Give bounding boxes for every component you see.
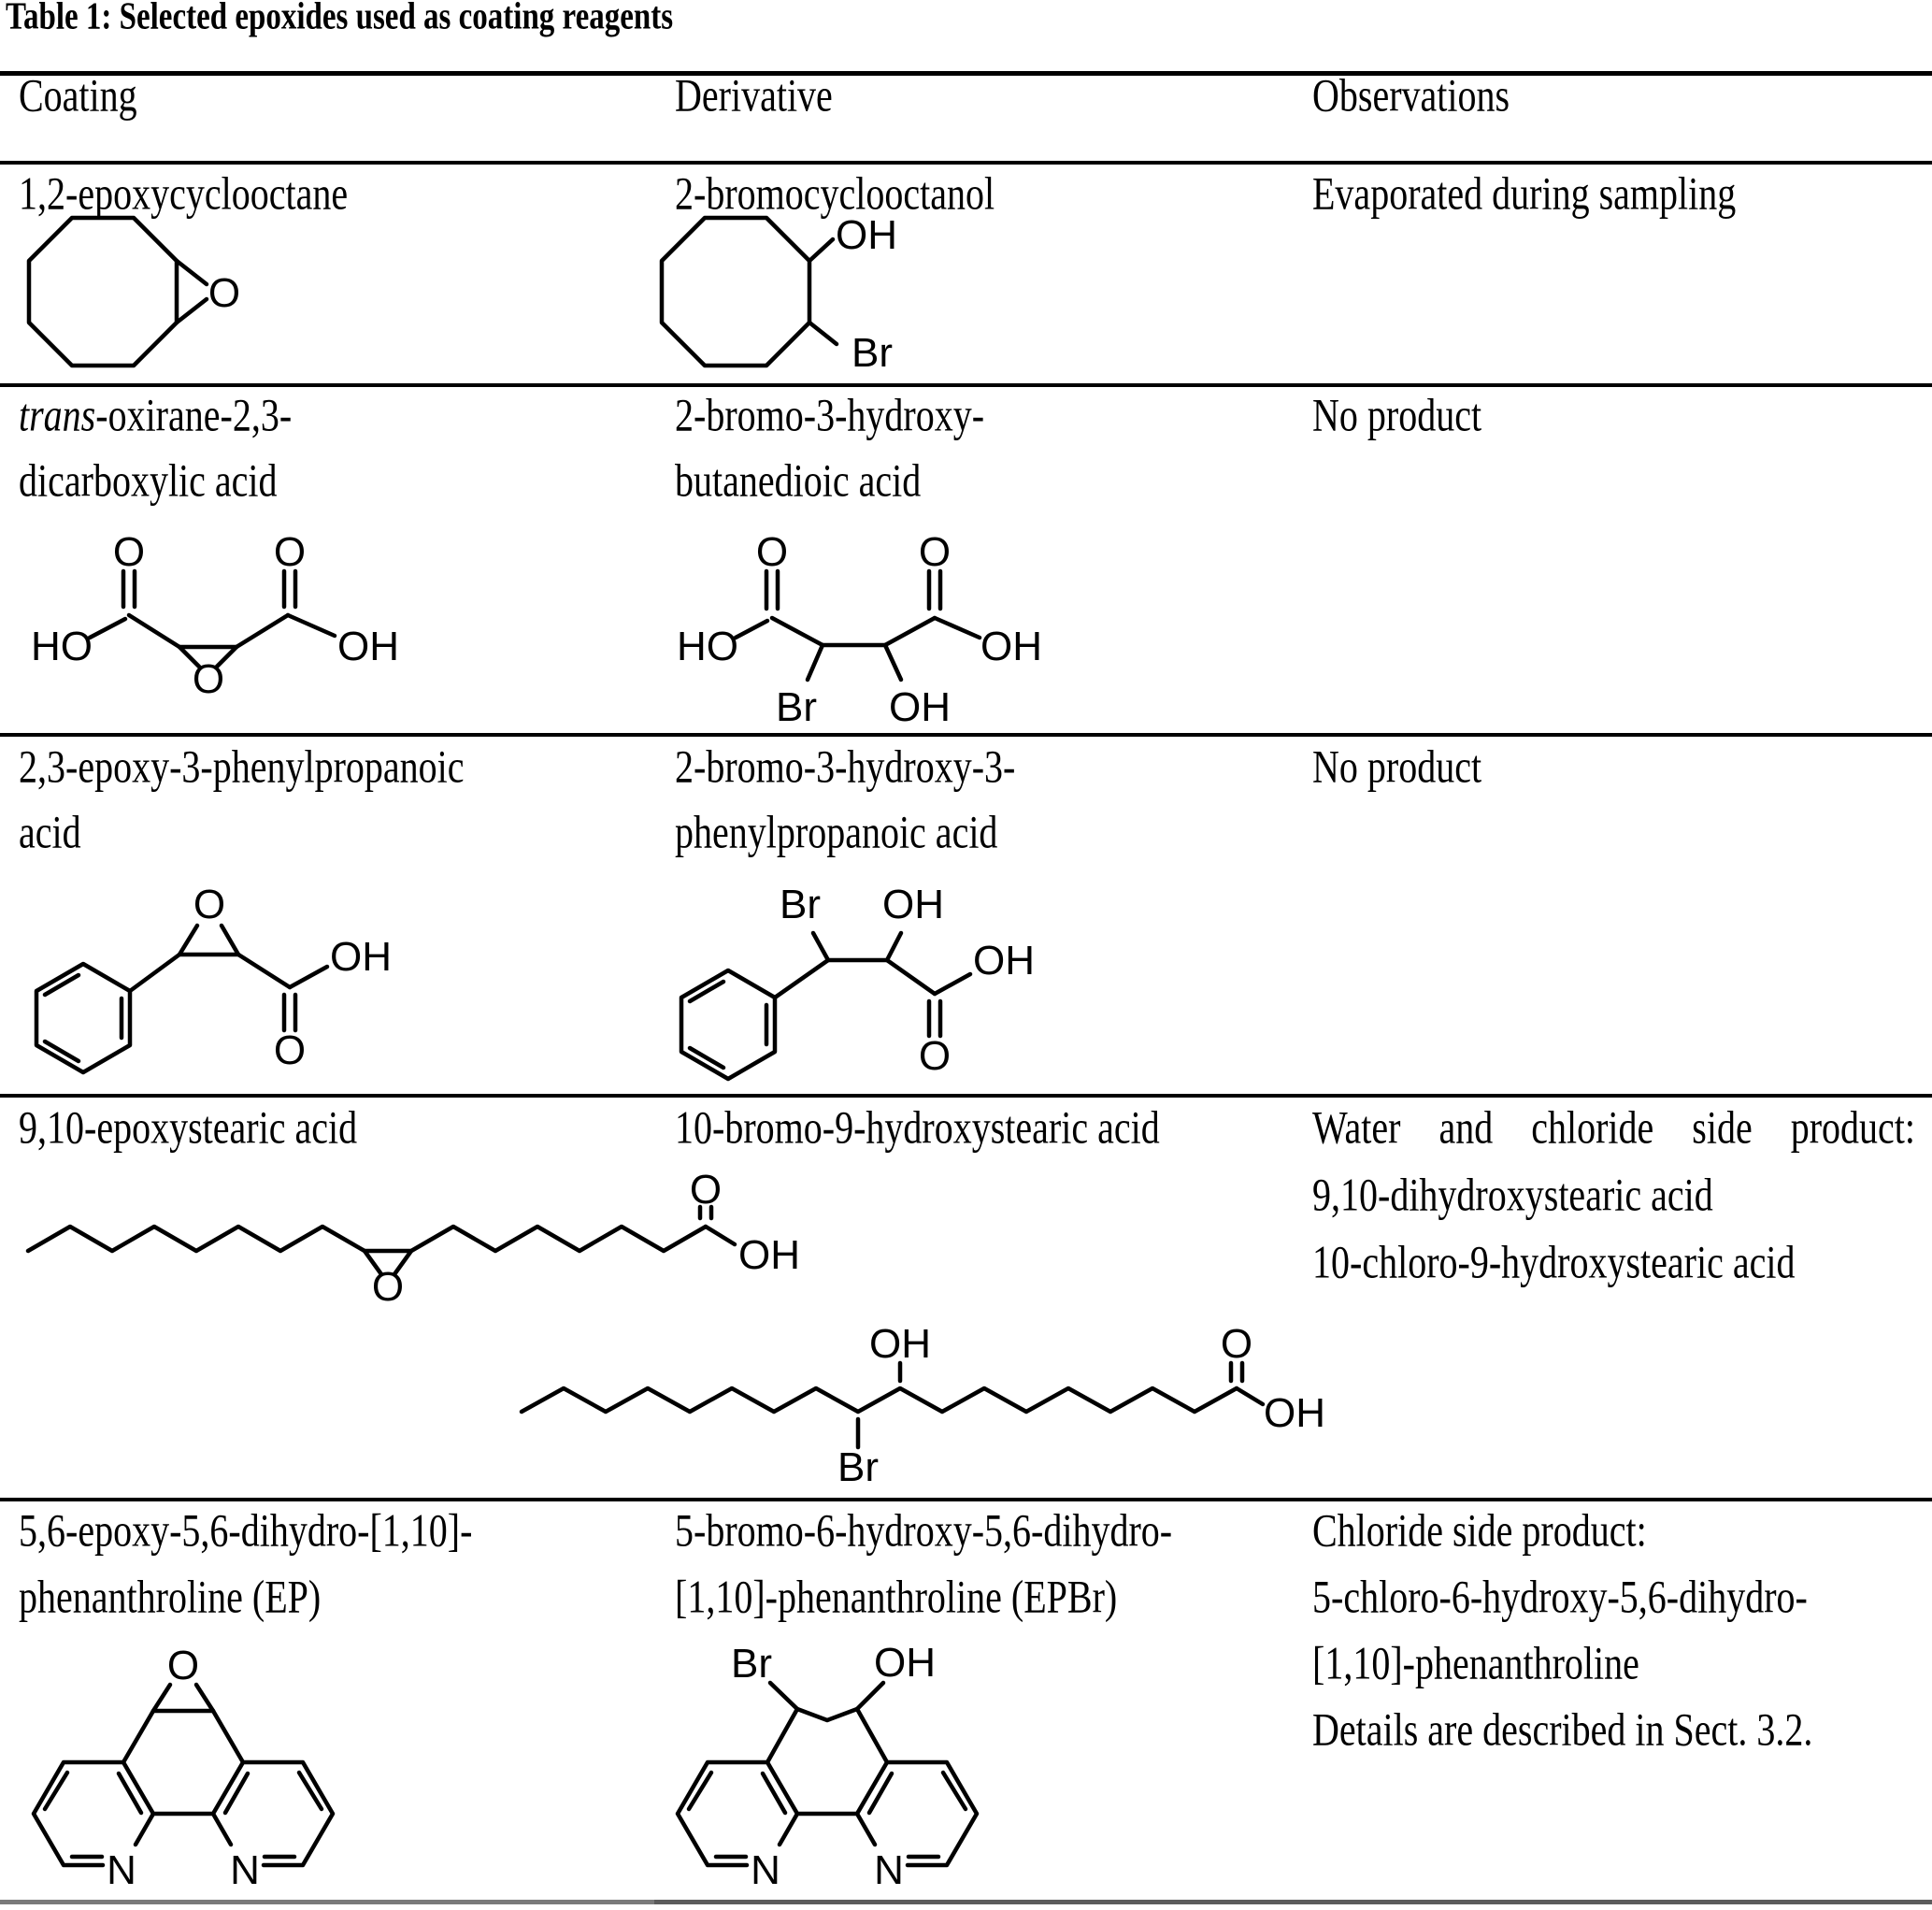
bromine-label: Br (776, 684, 817, 730)
bromine-label: Br (852, 330, 893, 376)
hydroxyl-label: OH (882, 882, 944, 927)
nitrogen-label: N (230, 1847, 260, 1893)
row1-derivative-name: 2-bromocyclooctanol (675, 166, 995, 220)
benzene-ring (36, 964, 130, 1072)
row5-observation-line4: Details are described in Sect. 3.2. (1312, 1702, 1813, 1756)
hydroxyl-label: OH (337, 624, 399, 669)
row5-observation-line1: Chloride side product: (1312, 1503, 1647, 1557)
hydroxyl-label: HO (31, 624, 93, 669)
oxygen-label: O (1220, 1321, 1253, 1367)
nitrogen-label: N (751, 1847, 780, 1893)
row4-observation-line2: 9,10-dihydroxystearic acid (1312, 1168, 1713, 1221)
hydroxyl-label: OH (1264, 1390, 1325, 1436)
row5-derivative-name-line2: [1,10]-phenanthroline (EPBr) (675, 1570, 1118, 1623)
structure-epoxycyclooctane (17, 206, 260, 383)
row3-derivative-name-line1: 2-bromo-3-hydroxy-3- (675, 740, 1016, 793)
table-bottom-rule-right (654, 1900, 1932, 1904)
oxygen-label: O (755, 529, 789, 575)
table-caption: Table 1: Selected epoxides used as coating reagents (6, 0, 674, 38)
oxygen-label: O (371, 1264, 405, 1310)
structure-bromocyclooctanol (650, 206, 958, 388)
oxygen-label: O (273, 1027, 307, 1073)
structure-epoxystearic-acid (19, 1167, 813, 1314)
row4-observation-line3: 10-chloro-9-hydroxystearic acid (1312, 1235, 1796, 1288)
row5-observation-line3: [1,10]-phenanthroline (1312, 1636, 1639, 1689)
structure-bromo-hydroxy-butanedioic-acid (654, 528, 1066, 734)
coating-name-rest: -oxirane-2,3- (95, 388, 293, 441)
structure-oxirane-dicarboxylic-acid (19, 528, 430, 734)
oxygen-label: O (192, 656, 225, 702)
row2-derivative-name-line1: 2-bromo-3-hydroxy- (675, 388, 985, 441)
row5-derivative-name-line1: 5-bromo-6-hydroxy-5,6-dihydro- (675, 1503, 1173, 1557)
hydroxyl-label: OH (738, 1232, 800, 1278)
oxygen-label: O (689, 1167, 723, 1213)
oxygen-label: O (918, 529, 952, 575)
structure-bromo-hydroxy-phenylpropanoic-acid (617, 882, 1056, 1113)
row2-coating-name-line1 (19, 388, 293, 441)
hydroxyl-label: OH (980, 624, 1042, 669)
column-header-observations: Observations (1312, 68, 1510, 122)
row2-coating-name-line2: dicarboxylic acid (19, 453, 278, 507)
italic-prefix: trans (19, 388, 96, 441)
structure-bromo-hydroxy-phenanthroline (654, 1641, 1009, 1898)
table-top-rule (0, 71, 1932, 76)
oxygen-label: O (918, 1033, 952, 1079)
hydroxyl-label: OH (869, 1321, 931, 1367)
hydroxyl-label: OH (889, 684, 951, 730)
header-bottom-rule (0, 161, 1932, 165)
row4-observation-line1: Water and chloride side product: (1312, 1100, 1915, 1154)
structure-epoxy-phenanthroline (23, 1641, 355, 1898)
oxygen-label: O (112, 529, 146, 575)
table-bottom-rule-left (0, 1900, 654, 1904)
hydroxyl-label: OH (874, 1640, 936, 1686)
row4-derivative-name: 10-bromo-9-hydroxystearic acid (675, 1100, 1160, 1154)
oxygen-label: O (273, 529, 307, 575)
row5-observation-line2: 5-chloro-6-hydroxy-5,6-dihydro- (1312, 1570, 1808, 1623)
oxygen-label: O (166, 1643, 200, 1688)
row1-coating-name: 1,2-epoxycyclooctane (19, 166, 349, 220)
nitrogen-label: N (874, 1847, 904, 1893)
row1-observation: Evaporated during sampling (1312, 166, 1737, 220)
row2-derivative-name-line2: butanedioic acid (675, 453, 922, 507)
nitrogen-label: N (107, 1847, 136, 1893)
hydroxyl-label: OH (836, 212, 897, 258)
row3-coating-name-line1: 2,3-epoxy-3-phenylpropanoic (19, 740, 465, 793)
column-header-derivative: Derivative (675, 68, 833, 122)
bromine-label: Br (731, 1641, 772, 1687)
benzene-ring (681, 970, 775, 1079)
row5-coating-name-line1: 5,6-epoxy-5,6-dihydro-[1,10]- (19, 1503, 473, 1557)
structure-epoxy-phenylpropanoic-acid (9, 882, 430, 1113)
row3-observation: No product (1312, 740, 1482, 793)
row4-coating-name: 9,10-epoxystearic acid (19, 1100, 358, 1154)
row3-derivative-name-line2: phenylpropanoic acid (675, 805, 998, 858)
row1-bottom-rule (0, 383, 1932, 387)
hydroxyl-label: HO (677, 624, 738, 669)
hydroxyl-label: OH (330, 934, 392, 980)
bromine-label: Br (780, 882, 821, 927)
row5-coating-name-line2: phenanthroline (EP) (19, 1570, 322, 1623)
oxygen-label: O (208, 270, 241, 316)
row2-observation: No product (1312, 388, 1482, 441)
hydroxyl-label: OH (973, 938, 1035, 984)
bromine-label: Br (837, 1444, 879, 1490)
oxygen-label: O (193, 882, 226, 927)
column-header-coating: Coating (19, 68, 137, 122)
row3-coating-name-line2: acid (19, 805, 81, 858)
